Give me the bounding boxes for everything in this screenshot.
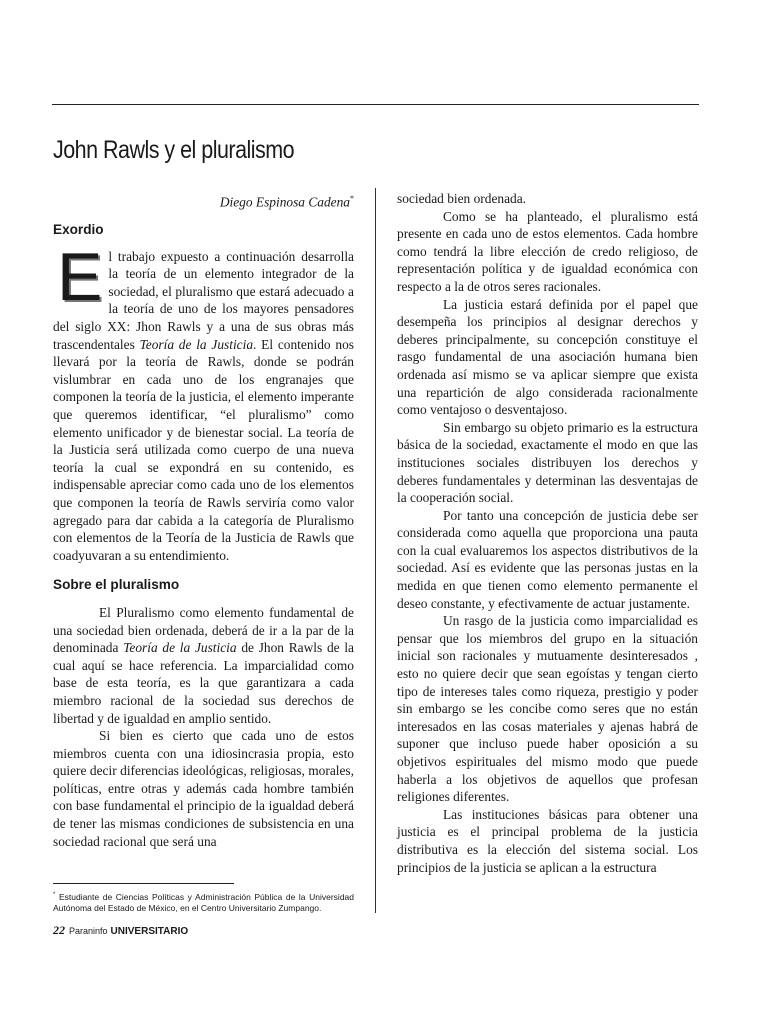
footnote-rule <box>53 883 234 884</box>
paragraph-right-3: Sin embargo su objeto primario es la estructura básica de la sociedad, exactamente el modo en que las instituciones sociales distribuyen los derechos y deberes fundamentales y determinan las desventajas de la cooperación social. <box>397 419 698 506</box>
author-line <box>53 190 354 211</box>
footnote-mark: * <box>53 892 56 898</box>
page-number: 22 <box>53 923 65 937</box>
header-rule <box>52 104 699 105</box>
page-footer <box>53 923 188 938</box>
section-heading-exordio: Exordio <box>53 222 104 238</box>
paragraph-continuation: sociedad bien ordenada. <box>397 191 527 206</box>
magazine-name-part2: UNIVERSITARIO <box>110 926 189 937</box>
column-divider <box>375 188 376 913</box>
paragraph-right-6: Las instituciones básicas para obtener una justicia es el principal problema de la justicia distributiva es la elección del sistema social. Los principios de la justicia se aplican a la estructura <box>397 806 698 875</box>
paragraph-pluralismo-2: Si bien es cierto que cada uno de estos miembros cuenta con una idiosincrasia propia, esto quiere decir diferencias ideológicas, religiosas, morales, políticas, entre otras y además cada hombre también con base fundamental el principio de la igualdad deberá de tener las mismas condiciones de subsistencia en una sociedad racional que será una <box>53 728 354 849</box>
footnote <box>53 890 354 914</box>
paragraph-pluralismo-1 <box>53 604 354 727</box>
drop-cap: E <box>57 238 103 315</box>
paragraph-right-5: Un rasgo de la justicia como imparcialidad es pensar que los miembros del grupo en la situación inicial son racionales y mutuamente desinteresados , esto no quiere decir que sean egoístas y tengan cierto tipo de intereses tales como riqueza, prestigio y poder sin embargo se les concibe como seres que no están interesados en las cosas materiales y ajenas habrá de suponer que incluso puede haber oposición a su objetivos espirituales del mismo modo que puede haberla a los objetivos de aquellos que profesan religiones diferentes. <box>397 613 698 805</box>
article-title: John Rawls y el pluralismo <box>53 136 295 164</box>
paragraph-right-4: Por tanto una concepción de justicia debe ser considerada como aquella que proporciona una pauta con la cual evaluaremos los aspectos distributivos de la sociedad. Así es evidente que las personas justas en la medida en que tienen como elemento permanente el deseo constante, y efectivamente de actuar justamente. <box>397 507 698 611</box>
book-title: Teoría de la Justicia <box>123 640 237 656</box>
paragraph-text: . El contenido nos llevará por la teoría de Rawls, donde se podrán vislumbrar en cada uno de los engranajes que componen la teoría de la justicia, el elemento imperante que queremos identificar, “el pluralismo” como elemento unificador y de bienestar social. La teoría de la Justicia será utilizada como cuerpo de una nueva teoría la cual se expondrá en su contenido, es indispensable apreciar como cada uno de los elementos que componen la teoría de Rawls serviría como valor agregado para dar cabida a la categoría de Pluralismo con elementos de la Teoría de la Justicia de Rawls que coadyuvaran a su entendimiento. <box>53 336 354 563</box>
section-heading-pluralismo: Sobre el pluralismo <box>53 577 180 593</box>
book-title: Teoría de la Justicia <box>139 336 254 352</box>
paragraph-exordio <box>53 238 354 565</box>
paragraph-right-1: Como se ha planteado, el pluralismo está presente en cada uno de estos elementos. Cada hombre como tendrá la libre elección de credo religioso, de representación política y de igualdad económica con respecto a la de otros seres racionales. <box>397 208 698 294</box>
paragraph-text: de Jhon Rawls de la cual aquí se hace referencia. La imparcialidad como base de esta teoría, es la que garantizara a cada miembro racional de la sociedad sus derechos de libertad y de igualdad en amplio sentido. <box>53 640 354 726</box>
footnote-text: Estudiante de Ciencias Políticas y Administración Pública de la Universidad Autónoma del Estado de México, en el Centro Universitario Zumpango. <box>53 891 355 913</box>
paragraph-text: l trabajo expuesto a continuación desarrolla la teoría de un elemento integrador de la sociedad, el pluralismo que estará adecuado a la teoría de uno de los mayores pensadores del siglo XX: Jhon Rawls y a una de sus obras más trascendentales <box>53 248 354 352</box>
author-name: Diego Espinosa Cadena <box>219 194 350 210</box>
right-column <box>397 190 698 876</box>
magazine-name-part1: Paraninfo <box>69 926 108 936</box>
paragraph-right-2: La justicia estará definida por el papel que desempeña los principios al designar derechos y deberes principalmente, su concepción constituye el rasgo fundamental de una asociación humana bien ordenada así mismo se va aplicar siempre que exista una repartición de algo considerada racionalmente como ventajoso o desventajoso. <box>397 296 698 418</box>
author-footnote-mark: * <box>350 194 354 203</box>
paragraph-text: El Pluralismo como elemento fundamental de una sociedad bien ordenada, deberá de ir a la par de la denominada <box>53 604 354 656</box>
left-column <box>53 190 354 850</box>
